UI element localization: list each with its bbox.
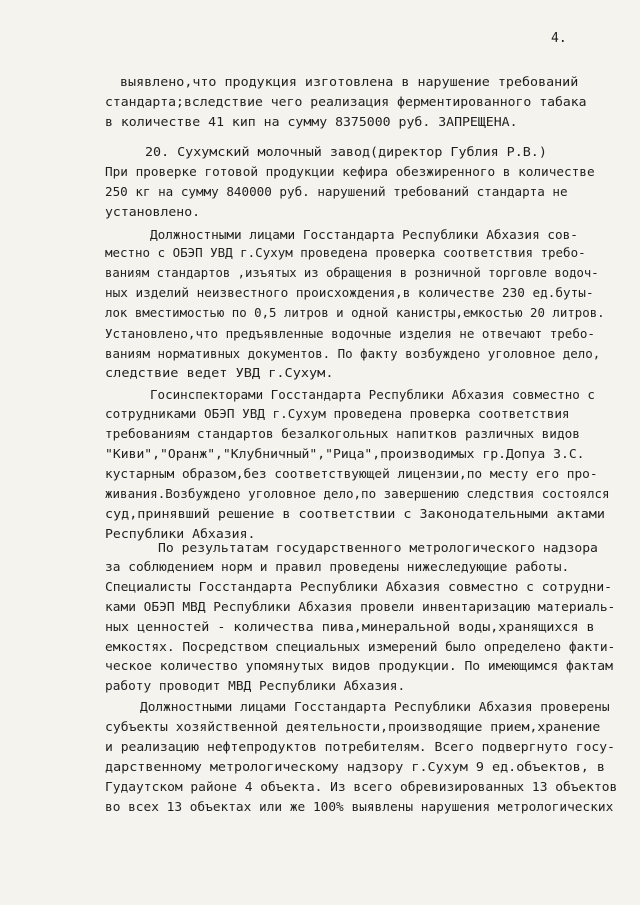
text-line: следствие ведет УВД г.Сухум. [105, 366, 334, 380]
page-number: 4. [551, 31, 567, 46]
text-line: в количестве 41 кип на сумму 8375000 руб. ЗАПРЕЩЕНА. [105, 115, 518, 129]
text-line: При проверке готовой продукции кефира обезжиренного в количестве [105, 165, 595, 179]
text-line: выявлено,что продукция изготовлена в нарушение требований [120, 75, 579, 89]
text-line: требованиям стандартов безалкогольных напитков различных видов [105, 427, 580, 441]
text-line: суд,принявший решение в соответствии с Законодательными актами [105, 507, 605, 521]
text-line: ваниям нормативных документов. По факту возбуждено уголовное дело, [105, 347, 601, 361]
text-line: живания.Возбуждено уголовное дело,по завершению следствия состоялся [105, 487, 610, 501]
text-line: Госинспекторами Госстандарта Республики Абхазия совместно с [150, 388, 595, 402]
text-line: работу проводит МВД Республики Абхазия. [105, 679, 406, 693]
text-line: субъекты хозяйственной деятельности,производящие прием,хранение [105, 720, 601, 734]
text-line: ных изделий неизвестного происхождения,в количестве 230 ед.буты- [105, 286, 594, 300]
text-line: емкостях. Посредством специальных измерений было определено факти- [105, 640, 616, 654]
text-line: кустарным образом,без соответствующей лицензии,по месту его про- [105, 467, 598, 481]
text-line: ных ценностей - количества пива,минеральной воды,хранящихся в [105, 620, 595, 634]
text-line: Должностными лицами Госстандарта Республики Абхазия проверены [140, 700, 610, 714]
text-line: Республики Абхазия. [105, 527, 256, 541]
text-line: ками ОБЭП МВД Республики Абхазия провели инвентаризацию материаль- [105, 600, 616, 614]
text-line: 250 кг на сумму 840000 руб. нарушений требований стандарта не [105, 185, 568, 199]
text-line: "Киви","Оранж","Клубничный","Рица",производимых гр.Допуа З.С. [105, 447, 585, 461]
text-line: Специалисты Госстандарта Республики Абхазия совместно с сотрудни- [105, 580, 612, 594]
text-line: и реализацию нефтепродуктов потребителям. Всего подвергнуто госу- [105, 740, 615, 754]
text-line: дарственному метрологическому надзору г.Сухум 9 ед.объектов, в [105, 760, 605, 774]
text-line: стандарта;вследствие чего реализация ферментированного табака [105, 95, 587, 109]
text-line: лок вместимостью по 0,5 литров и одной канистры,емкостью 20 литров. [105, 306, 605, 320]
text-line: Гудаутском районе 4 объекта. Из всего обревизированных 13 объектов [105, 780, 618, 794]
text-line: Установлено,что предъявленные водочные изделия не отвечают требо- [105, 327, 595, 341]
text-line: местно с ОБЭП УВД г.Сухум проведена проверка соответствия требо- [105, 246, 586, 260]
text-line: ческое количество упомянутых видов продукции. По имеющимся фактам [105, 659, 613, 673]
text-line: сотрудниками ОБЭП УВД г.Сухум проведена проверка соответствия [105, 407, 570, 421]
text-line: ваниям стандартов ,изъятых из обращения в розничной торговле водоч- [105, 266, 599, 280]
section-heading: 20. Сухумский молочный завод(директор Гублия Р.В.) [145, 145, 547, 159]
text-line: установлено. [105, 205, 201, 219]
text-line: за соблюдением норм и правил проведены нижеследующие работы. [105, 560, 570, 574]
text-line: По результатам государственного метрологического надзора [158, 541, 598, 555]
text-line: во всех 13 объектах или же 100% выявлены нарушения метрологических [105, 800, 614, 814]
text-line: Должностными лицами Госстандарта Республики Абхазия сов- [150, 228, 578, 242]
